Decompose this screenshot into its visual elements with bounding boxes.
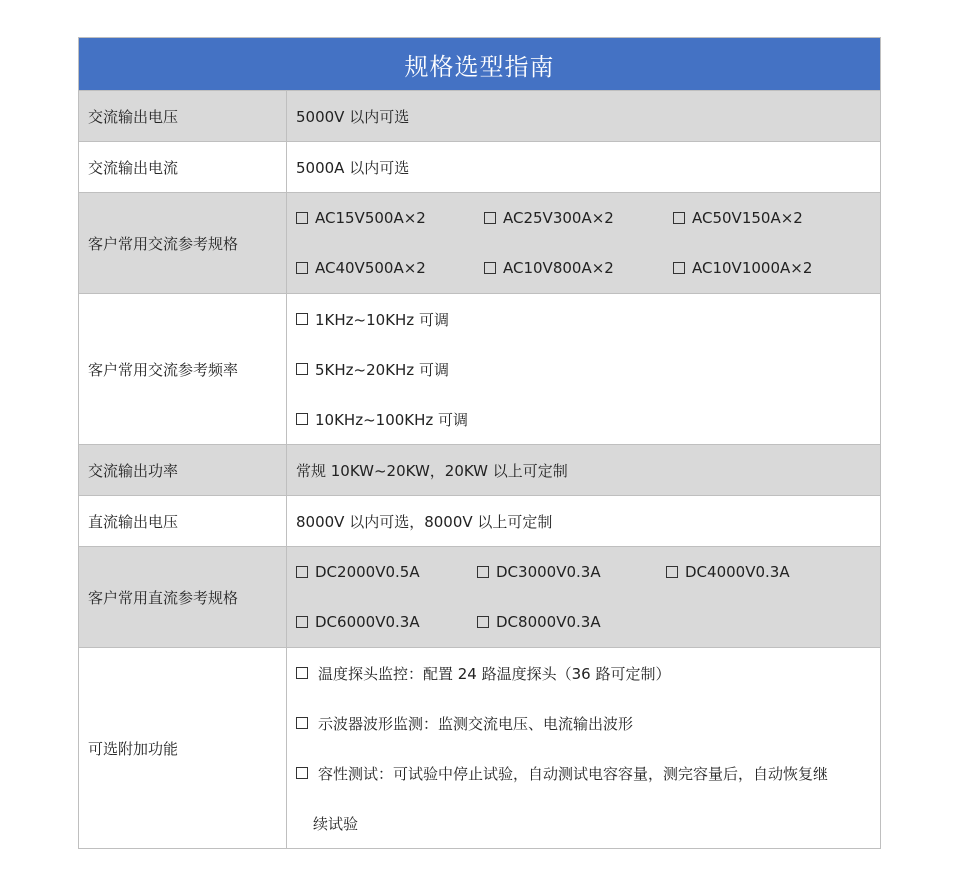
checkbox-icon[interactable] (484, 262, 496, 274)
option-label: 示波器波形监测：监测交流电压、电流输出波形 (318, 714, 634, 733)
row-value-cell (287, 445, 880, 495)
row-label: 客户常用直流参考规格 (79, 547, 287, 647)
row-label: 可选附加功能 (79, 648, 287, 848)
checkbox-icon[interactable] (296, 667, 308, 679)
row-label: 客户常用交流参考规格 (79, 193, 287, 293)
row-value-cell (287, 547, 880, 647)
option-label: DC8000V0.3A (496, 613, 601, 631)
checkbox-icon[interactable] (296, 616, 308, 628)
option-label: AC10V800A×2 (503, 259, 614, 277)
option-item[interactable] (296, 648, 880, 698)
option-item[interactable] (666, 563, 790, 581)
option-label: AC10V1000A×2 (692, 259, 813, 277)
option-label: AC25V300A×2 (503, 209, 614, 227)
checkbox-icon[interactable] (296, 212, 308, 224)
checkbox-icon[interactable] (296, 717, 308, 729)
row-label: 交流输出功率 (79, 445, 287, 495)
option-item[interactable] (477, 563, 666, 581)
checkbox-icon[interactable] (296, 363, 308, 375)
row-label: 客户常用交流参考频率 (79, 294, 287, 444)
option-item[interactable] (484, 259, 673, 277)
option-item[interactable] (296, 294, 880, 344)
option-line (296, 547, 880, 597)
option-label: 5KHz~20KHz 可调 (315, 360, 449, 379)
checkbox-icon[interactable] (296, 413, 308, 425)
option-label: 容性测试：可试验中停止试验，自动测试电容容量，测完容量后，自动恢复继 (318, 764, 829, 783)
option-item[interactable] (484, 209, 673, 227)
option-item[interactable] (296, 563, 477, 581)
checkbox-icon[interactable] (296, 313, 308, 325)
option-line (296, 597, 880, 647)
checkbox-icon[interactable] (296, 262, 308, 274)
option-item[interactable] (296, 748, 880, 798)
row-value: 8000V 以内可选，8000V 以上可定制 (296, 512, 553, 531)
row-value: 5000V 以内可选 (296, 107, 410, 126)
row-value-cell (287, 91, 880, 141)
table-row (79, 496, 880, 547)
option-label: 温度探头监控：配置 24 路温度探头（36 路可定制） (318, 664, 671, 683)
table-row (79, 142, 880, 193)
option-label: 1KHz~10KHz 可调 (315, 310, 449, 329)
table-row (79, 91, 880, 142)
table-row (79, 294, 880, 445)
spec-selection-table (78, 37, 881, 849)
option-item[interactable] (673, 259, 812, 277)
row-value-cell (287, 496, 880, 546)
option-item[interactable] (296, 394, 880, 444)
option-label: AC50V150A×2 (692, 209, 803, 227)
checkbox-icon[interactable] (666, 566, 678, 578)
table-row (79, 547, 880, 648)
option-item[interactable] (673, 209, 803, 227)
option-label: DC3000V0.3A (496, 563, 601, 581)
option-label: DC4000V0.3A (685, 563, 790, 581)
option-item[interactable] (296, 259, 484, 277)
checkbox-icon[interactable] (296, 767, 308, 779)
option-label: AC40V500A×2 (315, 259, 426, 277)
option-item[interactable] (296, 209, 484, 227)
option-item[interactable] (296, 698, 880, 748)
option-label: DC6000V0.3A (315, 613, 420, 631)
row-value-cell (287, 294, 880, 444)
checkbox-icon[interactable] (673, 212, 685, 224)
checkbox-icon[interactable] (296, 566, 308, 578)
table-row (79, 445, 880, 496)
option-item[interactable] (296, 613, 477, 631)
option-line (296, 193, 880, 243)
option-line (296, 243, 880, 293)
row-value: 常规 10KW~20KW，20KW 以上可定制 (296, 461, 568, 480)
checkbox-icon[interactable] (484, 212, 496, 224)
option-label: 10KHz~100KHz 可调 (315, 410, 469, 429)
row-label: 直流输出电压 (79, 496, 287, 546)
option-item[interactable] (477, 613, 601, 631)
table-row (79, 193, 880, 294)
table-row (79, 648, 880, 848)
checkbox-icon[interactable] (477, 566, 489, 578)
table-title: 规格选型指南 (79, 38, 880, 91)
checkbox-icon[interactable] (673, 262, 685, 274)
option-label: AC15V500A×2 (315, 209, 426, 227)
row-value-cell (287, 142, 880, 192)
row-value: 5000A 以内可选 (296, 158, 410, 177)
row-label: 交流输出电压 (79, 91, 287, 141)
row-value-cell (287, 648, 880, 848)
row-label: 交流输出电流 (79, 142, 287, 192)
option-item[interactable] (296, 344, 880, 394)
option-label: DC2000V0.5A (315, 563, 420, 581)
checkbox-icon[interactable] (477, 616, 489, 628)
option-continuation: 续试验 (313, 814, 359, 833)
row-value-cell (287, 193, 880, 293)
